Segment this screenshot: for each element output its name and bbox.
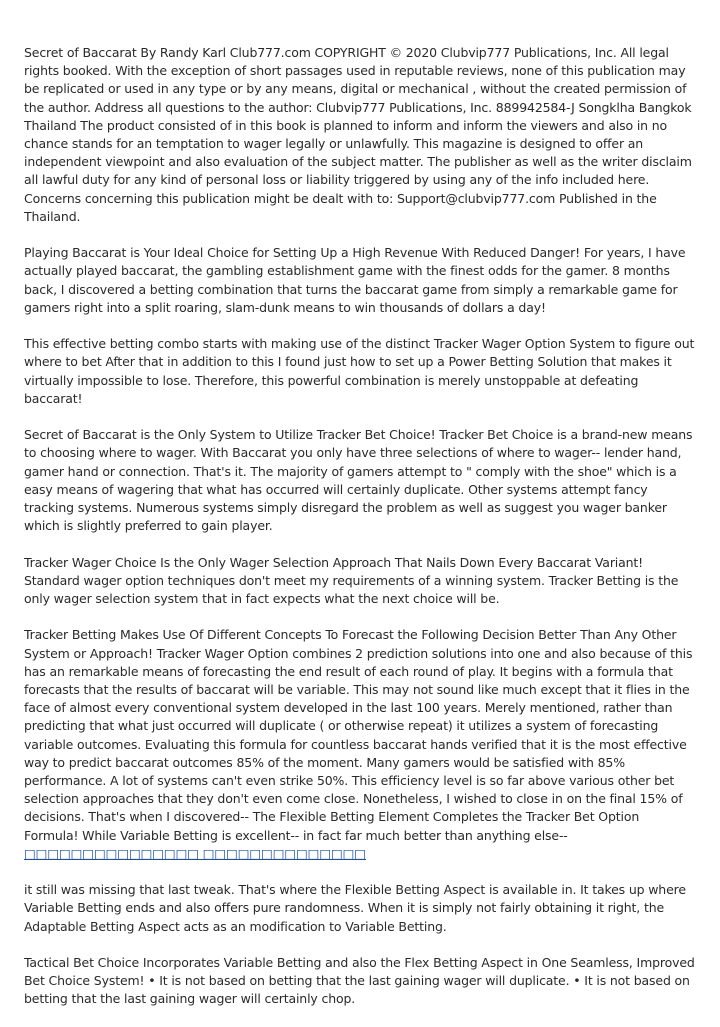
paragraph-ideal-choice: Playing Baccarat is Your Ideal Choice for Setting Up a High Revenue With Reduced Danger! For years, I have actually played baccarat, the gambling establishment game with the finest odds for the gamer. 8 months back, I discovered a betting combination that turns the baccarat game from simply a remarkable game for gamers right into a split roaring, slam-dunk means to win thousands of dollars a day!	[24, 245, 686, 315]
paragraph-forecast-concepts	[24, 626, 696, 863]
inline-link[interactable]: □□□□□□□□□□□□□□□ □□□□□□□□□□□□□□	[24, 845, 366, 861]
copyright-paragraph: Secret of Baccarat By Randy Karl Club777.com COPYRIGHT © 2020 Clubvip777 Publications, Inc. All legal rights booked. With the exception of short passages used in reputable reviews, none of this publication may be replicated or used in any type or by any means, digital or mechanical , without the created permission of the author. Address all questions to the author: Clubvip777 Publications, Inc. 889942584-J Songklha Bangkok Thailand The product consisted of in this book is planned to inform and inform the viewers and also in no chance stands for an temptation to wager legally or unlawfully. This magazine is designed to offer an independent viewpoint and also evaluation of the subject matter. The publisher as well as the writer disclaim all lawful duty for any kind of personal loss or liability triggered by using any of the info included here. Concerns concerning this publication might be dealt with to: Support@clubvip777.com Published in the Thailand.	[24, 45, 692, 224]
paragraph-tracker-bet-choice: Secret of Baccarat is the Only System to Utilize Tracker Bet Choice! Tracker Bet Choice is a brand-new means to choosing where to wager. With Baccarat you only have three selections of where to wager-- lender hand, gamer hand or connection. That's it. The majority of gamers attempt to " comply with the shoe" which is a easy means of wagering that what has occurred will certainly duplicate. Other systems attempt fancy tracking systems. Numerous systems simply disregard the problem as well as suggest you wager banker which is slightly preferred to gain player.	[24, 427, 693, 534]
paragraph-forecast-text: Tracker Betting Makes Use Of Different Concepts To Forecast the Following Decision Better Than Any Other System or Approach! Tracker Wager Option combines 2 prediction solutions into one and also because of this has an remarkable means of forecasting the end result of each round of play. It begins with a formula that forecasts that the results of baccarat will be variable. This may not sound like much except that it flies in the face of almost every conventional system developed in the last 100 years. Merely mentioned, rather than predicting that what just occurred will duplicate ( or otherwise repeat) it utilizes a system of forecasting variable outcomes. Evaluating this formula for countless baccarat hands verified that it is the most effective way to predict baccarat outcomes 85% of the moment. Many gamers would be satisfied with 85% performance. A lot of systems can't even strike 50%. This efficiency level is so far above various other bet selection approaches that they don't even come close. Nonetheless, I wished to close in on the final 15% of decisions. That's when I discovered-- The Flexible Betting Element Completes the Tracker Bet Option Formula! While Variable Betting is excellent-- in fact far much better than anything else--	[24, 627, 693, 843]
paragraph-wager-selection: Tracker Wager Choice Is the Only Wager Selection Approach That Nails Down Every Baccarat Variant! Standard wager option techniques don't meet my requirements of a winning system. Tracker Betting is the only wager selection system that in fact expects what the next choice will be.	[24, 554, 679, 607]
paragraph-flexible-aspect: it still was missing that last tweak. That's where the Flexible Betting Aspect is available in. It takes up where Variable Betting ends and also offers pure randomness. When it is simply not fairly obtaining it right, the Adaptable Betting Aspect acts as an modification to Variable Betting.	[24, 882, 686, 934]
paragraph-betting-combo: This effective betting combo starts with making use of the distinct Tracker Wager Option System to figure out where to bet After that in addition to this I found just how to set up a Power Betting Solution that makes it virtually impossible to lose. Therefore, this powerful combination is merely unstoppable at defeating baccarat!	[24, 336, 695, 406]
paragraph-tactical-bet-choice: Tactical Bet Choice Incorporates Variable Betting and also the Flex Betting Aspect in One Seamless, Improved Bet Choice System! • It is not based on betting that the last gaining wager will duplicate. • It is not based on betting that the last gaining wager will certainly chop.	[24, 955, 695, 1007]
document-body	[24, 44, 696, 1027]
